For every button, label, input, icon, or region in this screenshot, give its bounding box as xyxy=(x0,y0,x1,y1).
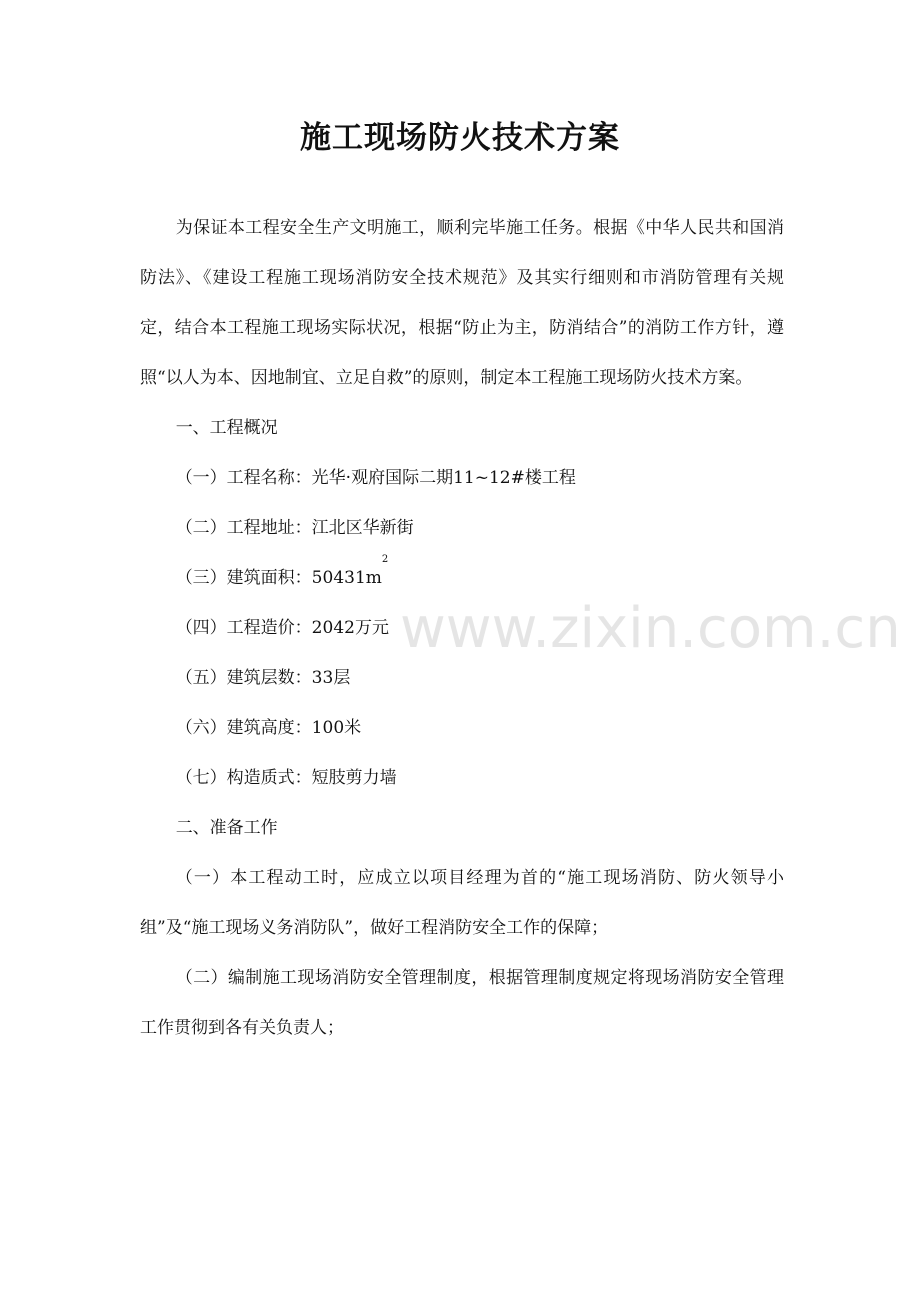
overview-item-height: （六）建筑高度：100米 xyxy=(175,718,362,738)
preparation-item-2: （二）编制施工现场消防安全管理制度，根据管理制度规定将现场消防安全管理工作贯彻到各有关负责人； xyxy=(140,968,784,1038)
area-superscript: 2 xyxy=(381,554,389,565)
watermark: www.zixin.com.cn xyxy=(400,596,901,661)
overview-item-structure: （七）构造质式：短肢剪力墙 xyxy=(175,768,397,788)
document-title: 施工现场防火技术方案 xyxy=(300,120,620,156)
overview-item-area xyxy=(140,553,784,603)
section-heading-preparation: 二、准备工作 xyxy=(175,818,278,838)
overview-item-floors: （五）建筑层数：33层 xyxy=(175,668,351,688)
overview-item-name: （一）工程名称：光华·观府国际二期11~12#楼工程 xyxy=(175,468,576,488)
section-heading-overview: 一、工程概况 xyxy=(175,418,278,438)
overview-item-address: （二）工程地址：江北区华新街 xyxy=(175,518,414,538)
document-body xyxy=(140,203,784,1053)
overview-item-cost: （四）工程造价：2042万元 xyxy=(175,618,389,638)
preparation-item-1: （一）本工程动工时，应成立以项目经理为首的“施工现场消防、防火领导小组”及“施工现场义务消防队”，做好工程消防安全工作的保障； xyxy=(140,868,784,938)
intro-paragraph: 为保证本工程安全生产文明施工，顺利完毕施工任务。根据《中华人民共和国消防法》、《建设工程施工现场消防安全技术规范》及其实行细则和市消防管理有关规定，结合本工程施工现场实际状况，根据“防止为主，防消结合”的消防工作方针，遵照“以人为本、因地制宜、立足自救”的原则，制定本工程施工现场防火技术方案。 xyxy=(140,218,784,388)
overview-item-area-text: （三）建筑面积：50431m xyxy=(175,568,382,588)
